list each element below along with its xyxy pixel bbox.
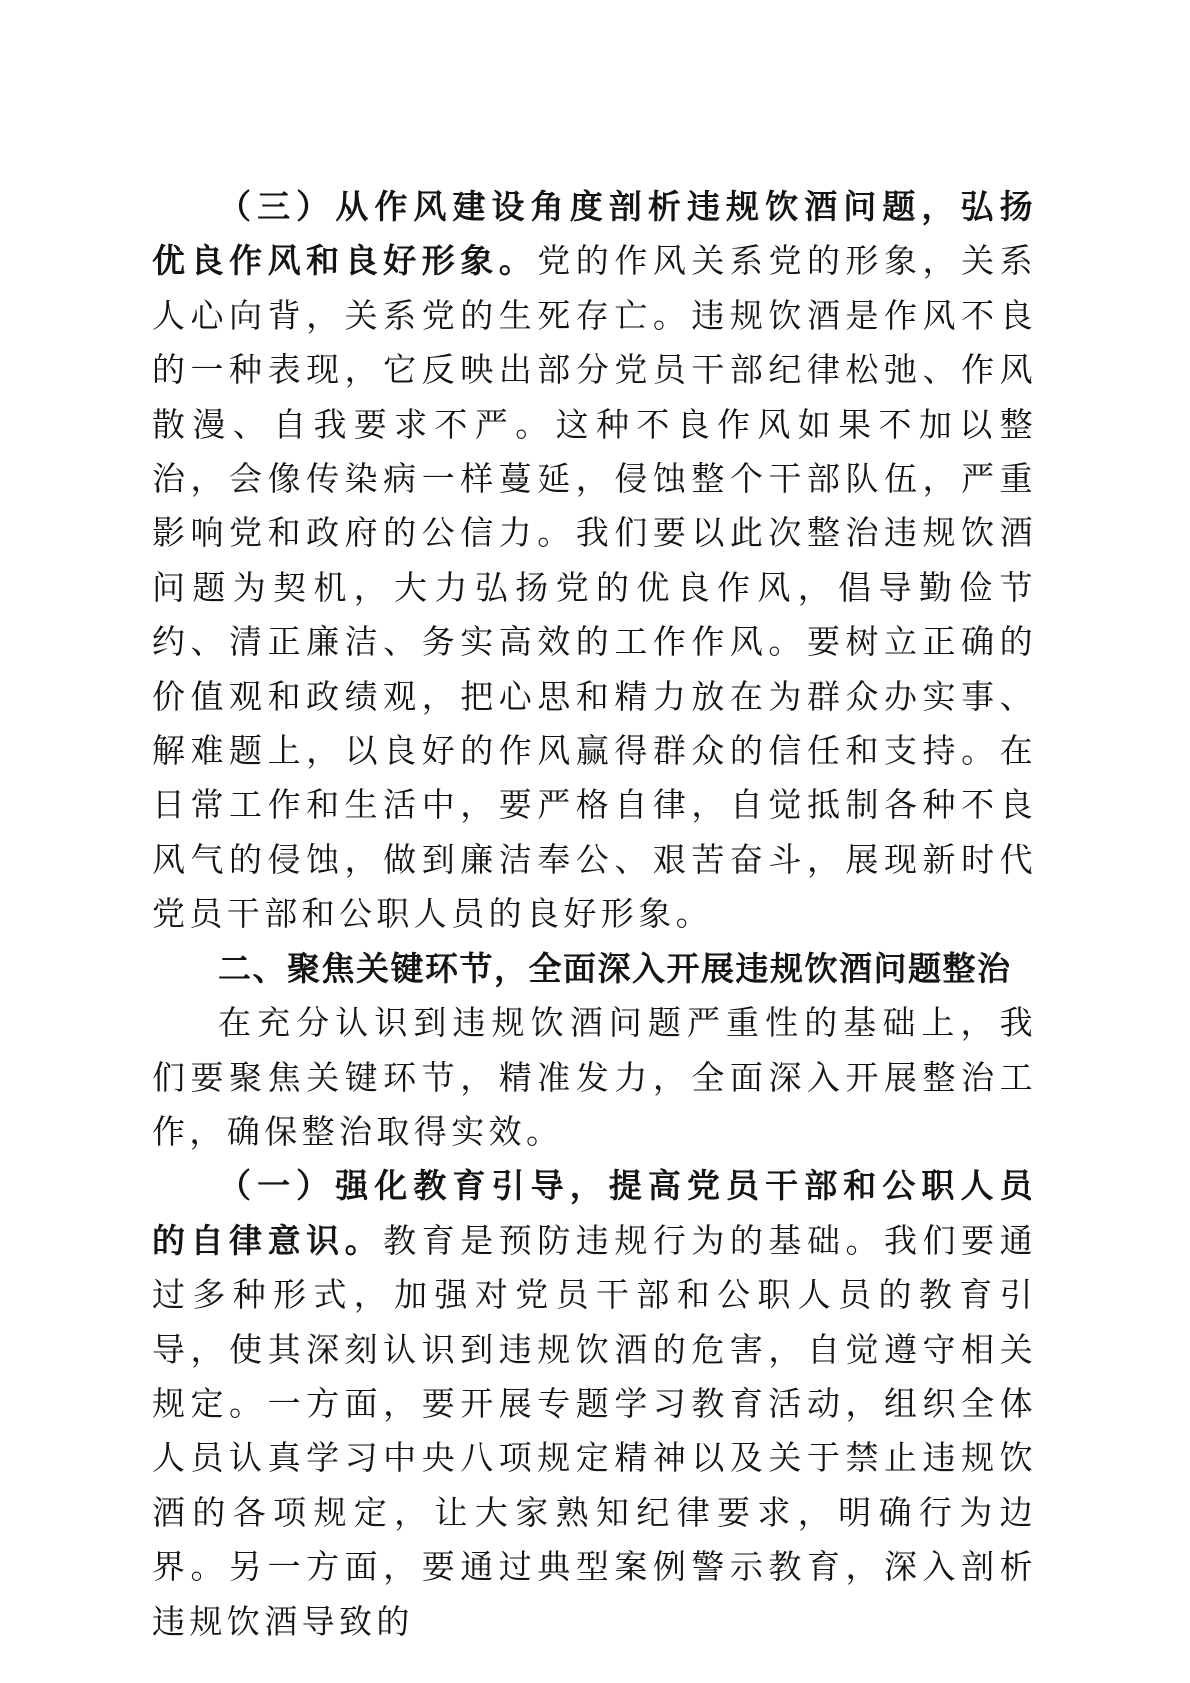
heading-part-2: 二、聚焦关键环节，全面深入开展违规饮酒问题整治 — [218, 948, 1012, 988]
section-3-body: 党的作风关系党的形象，关系人心向背，关系党的生死存亡。违规饮酒是作风不良的一种表现，它反映出部分党员干部纪律松弛、作风散漫、自我要求不严。这种不良作风如果不加以整治，会像传染病一样蔓延，侵蚀整个干部队伍，严重影响党和政府的公信力。我们要以此次整治违规饮酒问题为契机，大力弘扬党的优良作风，倡导勤俭节约、清正廉洁、务实高效的工作作风。要树立正确的价值观和政绩观，把心思和精力放在为群众办实事、解难题上，以良好的作风赢得群众的信任和支持。在日常工作和生活中，要严格自律，自觉抵制各种不良风气的侵蚀，做到廉洁奉公、艰苦奋斗，展现新时代党员干部和公职人员的良好形象。 — [152, 241, 1038, 934]
paragraph-part-2-intro: 在充分认识到违规饮酒问题严重性的基础上，我们要聚焦关键环节，精准发力，全面深入开展整治工作，确保整治取得实效。 — [152, 1003, 1037, 1151]
section-3-lead: （三）从作风建设角度剖析违规饮酒问题，弘扬优良作风和良好形象。 — [152, 187, 1037, 281]
paragraph-section-3 — [152, 180, 1037, 942]
subsection-1-body: 教育是预防违规行为的基础。我们要通过多种形式，加强对党员干部和公职人员的教育引导，使其深刻认识到违规饮酒的危害，自觉遵守相关规定。一方面，要开展专题学习教育活动，组织全体人员认真学习中央八项规定精神以及关于禁止违规饮酒的各项规定，让大家熟知纪律要求，明确行为边界。另一方面，要通过典型案例警示教育，深入剖析违规饮酒导致的 — [152, 1220, 1037, 1641]
subsection-1-lead: （一）强化教育引导，提高党员干部和公职人员的自律意识。 — [152, 1166, 1037, 1260]
paragraph-subsection-1 — [152, 1159, 1037, 1649]
document-body — [152, 180, 1037, 1649]
